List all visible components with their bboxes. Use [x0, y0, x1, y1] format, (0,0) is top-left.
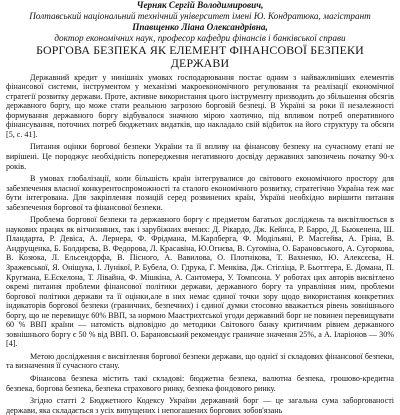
- paragraph-components: Фінансова безпека містить такі складові: бюджетна безпека, валютна безпека, грошово-кредитна безпека, боргова безпека, безпека страхового ринку, безпека фондового ринку.: [6, 374, 394, 393]
- paragraph-intro: Державний кредит у нинішніх умовах господарювання постає одним з найважливіших елементів фінансової системи, інструментом у механізмі макроекономічного регулювання та реалізації економічної стратегії розвитку держави. Проте, активне використання цього інструменту призводить до збільшення обсягів державного боргу, що може стати реальною загрозою борговій безпеці. В Україні за роки її незалежності формування державного боргу відбувалося значною мірою хаотично, під впливом потреб оперативного фінансування, поточних потреб бюджетних видатків, що накладало свій відбиток на його структуру та обсяги [5, с. 41].: [6, 72, 394, 139]
- paragraph-assessment: Питання оцінки боргової безпеки України та її впливу на фінансову безпеку на сучасному етапі не вирішені. Це породжує необхідність попередження негативного досвіду державних запозичень початку 90-х років.: [6, 142, 394, 171]
- author-1-name: Черняк Сергій Володимирович,: [136, 0, 264, 10]
- paragraph-globalization: В умовах глобалізації, коли більшість країн інтегрувалися до світового економічного простору для забезпечення власної конкурентоспроможності та сталого економічного розвитку, стратегічно Україна теж має бути інтегрована. Для закріплення позицій серед розвинених країн, Україні необхідно вирішити питання забезпечення боргової та фінансової безпеки.: [6, 174, 394, 212]
- author-2-affiliation: доктор економічних наук, професор кафедри фінансів і банківської справи: [54, 32, 346, 43]
- paragraph-definition: Згідно статті 2 Бюджетного Кодексу України державний борг — це загальна сума заборгованості держави, яка складається з усіх випущених і непогашених боргових зобов'язань: [6, 396, 394, 415]
- author-block: [6, 0, 394, 44]
- paragraph-literature: Проблема боргової безпеки та державного боргу є предметом багатьох досліджень та висвітлюється в наукових працях як вітчизняних, так і зарубіжних вчених: Д. Рікардо, Дж. Кейнса, Р. Барро, Д. Бьюкенена, Ш. Пландарта, Р. Девіса, А. Лернера, Ф. Фрідмана, М.Карлберга, Ф. Модільяні, Р. Масгейва, А. Гріна, В. Андрущенка, Б. Болдирєва, В. Федорова, Л. Красавіна, Ю.Огнєва, В. Сугоміна, О. Барановського, А. Сугоркова, В. Козюка, Л. Ельсендорфа, В. Пісного, А. Вавилова, О. Плотнікова, Т. Вахненко, Ю. Алексєєва, Н. Зражевської, Я. Оніщука, І. Лунікої, Р. Бубела, О. Гдрука, Г. Менківа, Дж. Стігліца, Р. Бьоттгера, Е. Доманa, П. Кругмана, Е.Ескелона, Т. Лівайна, Ф. Мішкіна, А. Сантомера, У. Томпсона. У роботах цих авторів висвітлено окремі питання проблеми фінансової політики держави, державного боргу та управління ним, проблеми боргової політики держави та її оцінки,але в них немає єдиної точки зору щодо використання конкретних індикаторів боргової безпеки (граничних, безпечних) і єдиної думки стосовно вважається рівень зовнішнього боргу, що не перевищує 60% ВВП, за нормою Маастрихтської угоди державний борг не повинен перевищувати 60 % ВВП країни — натомість відповідно до методики Світового банку критичним рівнем державного зовнішнього боргу є 50 % від ВВП. О. Барановський рекомендує граничне значення 25%, а А. Іларіонов — 30% [4].: [6, 215, 394, 349]
- paper-title: БОРГОВА БЕЗПЕКА ЯК ЕЛЕМЕНТ ФІНАНСОВОЇ БЕЗПЕКИ ДЕРЖАВИ: [36, 42, 364, 70]
- paragraph-goal: Метою дослідження є висвітлення боргової безпеки держави, що однієї зі складових фінансової безпеки, та визначення її сучасного стану.: [6, 351, 394, 371]
- author-1-affiliation: Полтавський національний технічний університет імені Ю. Кондратюка, магістрант: [29, 10, 371, 21]
- author-2-name: Ппавщенко Ліана Олександрівна,: [132, 21, 268, 32]
